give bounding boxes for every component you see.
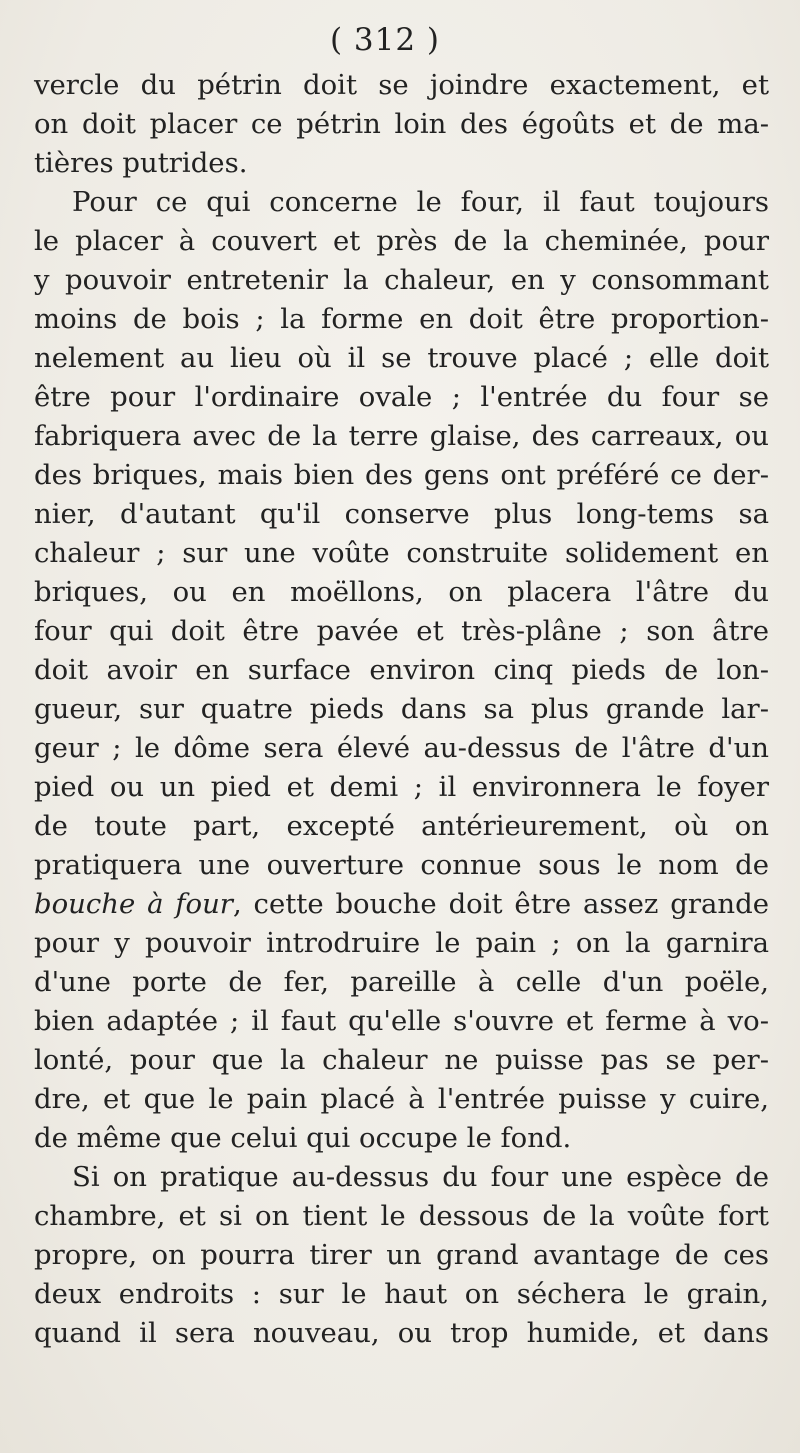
text-line: on doit placer ce pétrin loin des égoûts et de ma- bbox=[34, 108, 769, 140]
text-line: geur ; le dôme sera élevé au-dessus de l'âtre d'un bbox=[34, 732, 769, 764]
text-line: doit avoir en surface environ cinq pieds de lon- bbox=[34, 654, 769, 686]
paragraph-1 bbox=[34, 66, 769, 183]
text-line: fabriquera avec de la terre glaise, des carreaux, ou bbox=[34, 420, 769, 452]
text-line: lonté, pour que la chaleur ne puisse pas se per- bbox=[34, 1044, 769, 1076]
text-line: gueur, sur quatre pieds dans sa plus grande lar- bbox=[34, 693, 769, 725]
text-line: de toute part, excepté antérieurement, où on bbox=[34, 810, 769, 842]
text-line: de même que celui qui occupe le fond. bbox=[34, 1122, 572, 1154]
body-text bbox=[34, 66, 769, 1353]
text-line: être pour l'ordinaire ovale ; l'entrée du four se bbox=[34, 381, 769, 413]
italic-term: bouche à four bbox=[34, 888, 233, 920]
text-line: chambre, et si on tient le dessous de la voûte fort bbox=[34, 1200, 769, 1232]
text-line: des briques, mais bien des gens ont préféré ce der- bbox=[34, 459, 769, 491]
text-line: nelement au lieu où il se trouve placé ; elle doit bbox=[34, 342, 769, 374]
text-line: pratiquera une ouverture connue sous le nom de bbox=[34, 849, 769, 881]
text-line: propre, on pourra tirer un grand avantage de ces bbox=[34, 1239, 769, 1271]
text-line: moins de bois ; la forme en doit être proportion- bbox=[34, 303, 769, 335]
text-line-rest: , cette bouche doit être assez grande bbox=[232, 888, 769, 920]
text-line: dre, et que le pain placé à l'entrée puisse y cuire, bbox=[34, 1083, 769, 1115]
text-line: bien adaptée ; il faut qu'elle s'ouvre et ferme à vo- bbox=[34, 1005, 769, 1037]
paragraph-2 bbox=[34, 183, 769, 1158]
text-line: d'une porte de fer, pareille à celle d'un poële, bbox=[34, 966, 769, 998]
text-line: four qui doit être pavée et très-plâne ; son âtre bbox=[34, 615, 769, 647]
text-line: le placer à couvert et près de la cheminée, pour bbox=[34, 225, 769, 257]
text-line: chaleur ; sur une voûte construite solidement en bbox=[34, 537, 769, 569]
text-line: pied ou un pied et demi ; il environnera le foyer bbox=[34, 771, 769, 803]
text-line: Pour ce qui concerne le four, il faut toujours bbox=[72, 186, 769, 218]
text-line-with-italic bbox=[34, 885, 769, 924]
text-line: nier, d'autant qu'il conserve plus long-tems sa bbox=[34, 498, 769, 530]
text-line: vercle du pétrin doit se joindre exactement, et bbox=[34, 69, 769, 101]
text-line: pour y pouvoir introdruire le pain ; on la garnira bbox=[34, 927, 769, 959]
page-number: ( 312 ) bbox=[329, 22, 441, 58]
text-line: quand il sera nouveau, ou trop humide, et dans bbox=[34, 1317, 769, 1349]
text-line: tières putrides. bbox=[34, 147, 248, 179]
text-line: deux endroits : sur le haut on séchera le grain, bbox=[34, 1278, 769, 1310]
text-line: Si on pratique au-dessus du four une espèce de bbox=[72, 1161, 769, 1193]
text-line: briques, ou en moëllons, on placera l'âtre du bbox=[34, 576, 769, 608]
paragraph-3 bbox=[34, 1158, 769, 1353]
text-line: y pouvoir entretenir la chaleur, en y consommant bbox=[34, 264, 769, 296]
